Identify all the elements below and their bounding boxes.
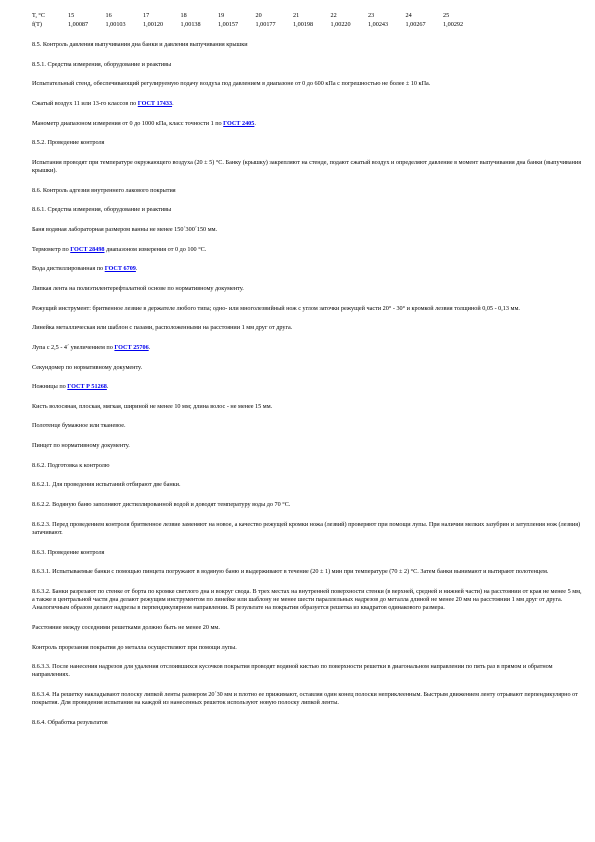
table-cell: 1,00198 — [293, 21, 314, 28]
table-cell: 1,00292 — [443, 21, 464, 28]
table-cell: 1,00103 — [105, 21, 126, 28]
paragraph — [32, 305, 582, 313]
document-page — [32, 12, 582, 739]
paragraph-text: Полотенце бумажное или тканевое. — [32, 422, 126, 430]
table-cell: 20 — [255, 12, 262, 19]
paragraph-text: 8.6.3. Проведение контроля — [32, 548, 105, 556]
standard-link[interactable]: ГОСТ 2405 — [223, 119, 255, 127]
paragraph-text: Ножницы по — [32, 383, 68, 391]
paragraph-text: 8.5.1. Средства измерения, оборудование и реактивы — [32, 60, 172, 68]
paragraph — [32, 549, 582, 557]
paragraph-text: 8.6.2.2. Водяную баню заполняют дистиллированной водой и доводят температуру воды до 70 °С. — [32, 500, 291, 508]
paragraph-text: Манометр диапазоном измерения от 0 до 1000 кПа, класс точности 1 по — [32, 119, 224, 127]
paragraph — [32, 226, 582, 234]
standard-link[interactable]: ГОСТ 28498 — [70, 245, 105, 253]
table-cell: 1,00267 — [405, 21, 426, 28]
paragraph — [32, 159, 582, 176]
standard-link[interactable]: ГОСТ 25706 — [114, 343, 149, 351]
paragraph — [32, 383, 582, 391]
paragraph-text: 8.6.2. Подготовка к контролю — [32, 461, 110, 469]
paragraph — [32, 403, 582, 411]
paragraph — [32, 588, 582, 613]
paragraph — [32, 41, 582, 49]
table-cell: 1,00138 — [180, 21, 201, 28]
paragraph-text: Кисть волосяная, плоская, мягкая, шириной не менее 10 мм; длина волос - не менее 15 мм. — [32, 402, 273, 410]
table-row — [32, 21, 481, 30]
paragraph — [32, 501, 582, 509]
paragraph — [32, 265, 582, 273]
table-cell: 1,00243 — [368, 21, 389, 28]
table-cell: 22 — [330, 12, 337, 19]
paragraph — [32, 344, 582, 352]
table-cell: 19 — [218, 12, 225, 19]
paragraph-text: . — [148, 343, 151, 351]
paragraph-text: диапазоном измерения от 0 до 100 °С. — [104, 245, 207, 253]
table-cell: 23 — [368, 12, 375, 19]
paragraph — [32, 246, 582, 254]
table-cell: 1,00177 — [255, 21, 276, 28]
table-cell: 1,00157 — [218, 21, 239, 28]
paragraph-text: 8.6. Контроль адгезии внутреннего лакового покрытия — [32, 186, 176, 194]
paragraph — [32, 206, 582, 214]
paragraph-text: Вода дистиллированная по — [32, 265, 105, 273]
paragraph — [32, 719, 582, 727]
paragraph — [32, 364, 582, 372]
paragraph — [32, 691, 582, 708]
paragraph-text: Баня водяная лабораторная размером ванны не менее 150´300´150 мм. — [32, 226, 218, 234]
paragraph — [32, 187, 582, 195]
paragraph — [32, 100, 582, 108]
document-body — [32, 41, 582, 727]
paragraph-text: 8.6.3.1. Испытываемые банки с помощью пинцета погружают в водяную баню и выдерживают в течение (20 ± 1) мин при температуре (70 ± 2) °С. Затем банки вынимают и вытирают полотенцем. — [32, 568, 549, 576]
paragraph — [32, 663, 582, 680]
paragraph — [32, 462, 582, 470]
paragraph-text: Лупа с 2,5 - 4´ увеличением по — [32, 343, 115, 351]
paragraph — [32, 285, 582, 293]
paragraph-text: Сжатый воздух 11 или 13-го классов по — [32, 99, 138, 107]
table-cell: 25 — [443, 12, 450, 19]
paragraph-text: 8.6.1. Средства измерения, оборудование и реактивы — [32, 206, 172, 214]
paragraph — [32, 422, 582, 430]
paragraph-text: 8.5.2. Проведение контроля — [32, 139, 105, 147]
thermal-correction-table — [32, 12, 481, 30]
paragraph-text: Контроль прорезания покрытия до металла осуществляют при помощи лупы. — [32, 643, 237, 651]
table-cell: 1,00120 — [143, 21, 164, 28]
table-cell: 1,00220 — [330, 21, 351, 28]
paragraph-text: . — [254, 119, 256, 127]
paragraph-text: Расстояние между соседними решетками должно быть не менее 20 мм. — [32, 623, 220, 631]
paragraph — [32, 481, 582, 489]
paragraph-text: 8.6.3.2. Банки разрезают по стенке от борта по кромке светлого дна и вокруг свода. В трех местах на внутренней поверхности стенки (в верхней, средней и нижней части) на расстоянии от края не менее 5 мм, а также в центральной части дна делают режущим инструментом по линейке или шаблону не менее шести параллельных надрезов до металла длиной не менее 20 мм на расстоянии 1 мм друг от друга. Аналогичным образом делают надрезы в перпендикулярном направлении. В результате на покрытии образуется решетка из квадратов одинакового размера. — [32, 587, 582, 612]
paragraph-text: Режущий инструмент: бритвенное лезвие в держателе любого типа; одно- или многолезвийный нож с углом заточки режущей части 20° - 30° и кромкой лезвия толщиной 0,05 - 0,13 мм. — [32, 304, 520, 312]
table-cell: 15 — [68, 12, 75, 19]
paragraph — [32, 61, 582, 69]
table-cell: 1,00087 — [68, 21, 89, 28]
paragraph-text: 8.6.2.1. Для проведения испытаний отбирают две банки. — [32, 481, 181, 489]
table-row-label: T, °C — [32, 12, 46, 19]
paragraph — [32, 644, 582, 652]
table-cell: 21 — [293, 12, 300, 19]
standard-link[interactable]: ГОСТ 6709 — [104, 265, 136, 273]
paragraph — [32, 521, 582, 538]
paragraph-text: . — [106, 383, 109, 391]
table-cell: 16 — [105, 12, 112, 19]
paragraph-text: . — [135, 265, 138, 273]
paragraph-text: 8.6.3.4. На решетку накладывают полоску липкой ленты размером 20´30 мм и плотно ее прижимают, оставляя один конец полоски неприклеенным. Быстрым движением ленту отрывают перпендикулярно от покрытия. Для проведения испытания на каждой из нанесенных решеток используют новую полоску липкой ленты. — [32, 691, 578, 707]
paragraph — [32, 139, 582, 147]
paragraph-text: Секундомер по нормативному документу. — [32, 363, 143, 371]
paragraph-text: 8.6.3.3. После нанесения надрезов для удаления отслоившихся кусочков покрытия проводят водяной кистью по поверхности решетки в диагональном направлении по пять раз в прямом и обратном направлениях. — [32, 663, 553, 679]
paragraph-text: Термометр по — [32, 245, 71, 253]
paragraph-text: 8.6.4. Обработка результатов — [32, 719, 108, 726]
paragraph — [32, 568, 582, 576]
standard-link[interactable]: ГОСТ 17433 — [137, 99, 173, 107]
table-cell: 17 — [143, 12, 150, 19]
paragraph-text: 8.6.2.3. Перед проведением контроля бритвенное лезвие заменяют на новое, а качество режущей кромки ножа (лезвий) проверяют при помощи лупы. При наличии мелких зазубрин и затупления нож (лезвия) затачивают. — [32, 520, 581, 536]
table-cell: 18 — [180, 12, 187, 19]
paragraph — [32, 80, 582, 88]
table-cell: 24 — [405, 12, 412, 19]
paragraph-text: Линейка металлическая или шаблон с пазами, расположенными на расстоянии 1 мм друг от друга. — [32, 324, 293, 332]
paragraph-text: . — [172, 99, 174, 107]
paragraph — [32, 442, 582, 450]
paragraph-text: Испытательный стенд, обеспечивающий регулируемую подачу воздуха под давлением в диапазоне от 0 до 600 кПа с погрешностью не более ± 10 кПа. — [32, 80, 431, 88]
paragraph-text: Пинцет по нормативному документу. — [32, 442, 130, 450]
paragraph — [32, 120, 582, 128]
table-header-row — [32, 12, 481, 21]
paragraph — [32, 624, 582, 632]
paragraph — [32, 324, 582, 332]
paragraph-text: Испытания проводят при температуре окружающего воздуха (20 ± 5) °С. Банку (крышку) закрепляют на стенде, подают сжатый воздух и определяют давление в момент выпучивания дна банки (выпучивания крышки). — [32, 158, 582, 175]
paragraph-text: 8.5. Контроль давления выпучивания дна банки и давления выпучивания крышки — [32, 41, 248, 48]
paragraph-text: Липкая лента на полиэтилентерефталатной основе по нормативному документу. — [32, 284, 244, 292]
standard-link[interactable]: ГОСТ Р 51268 — [67, 383, 107, 391]
table-row-label: f(T) — [32, 21, 42, 28]
